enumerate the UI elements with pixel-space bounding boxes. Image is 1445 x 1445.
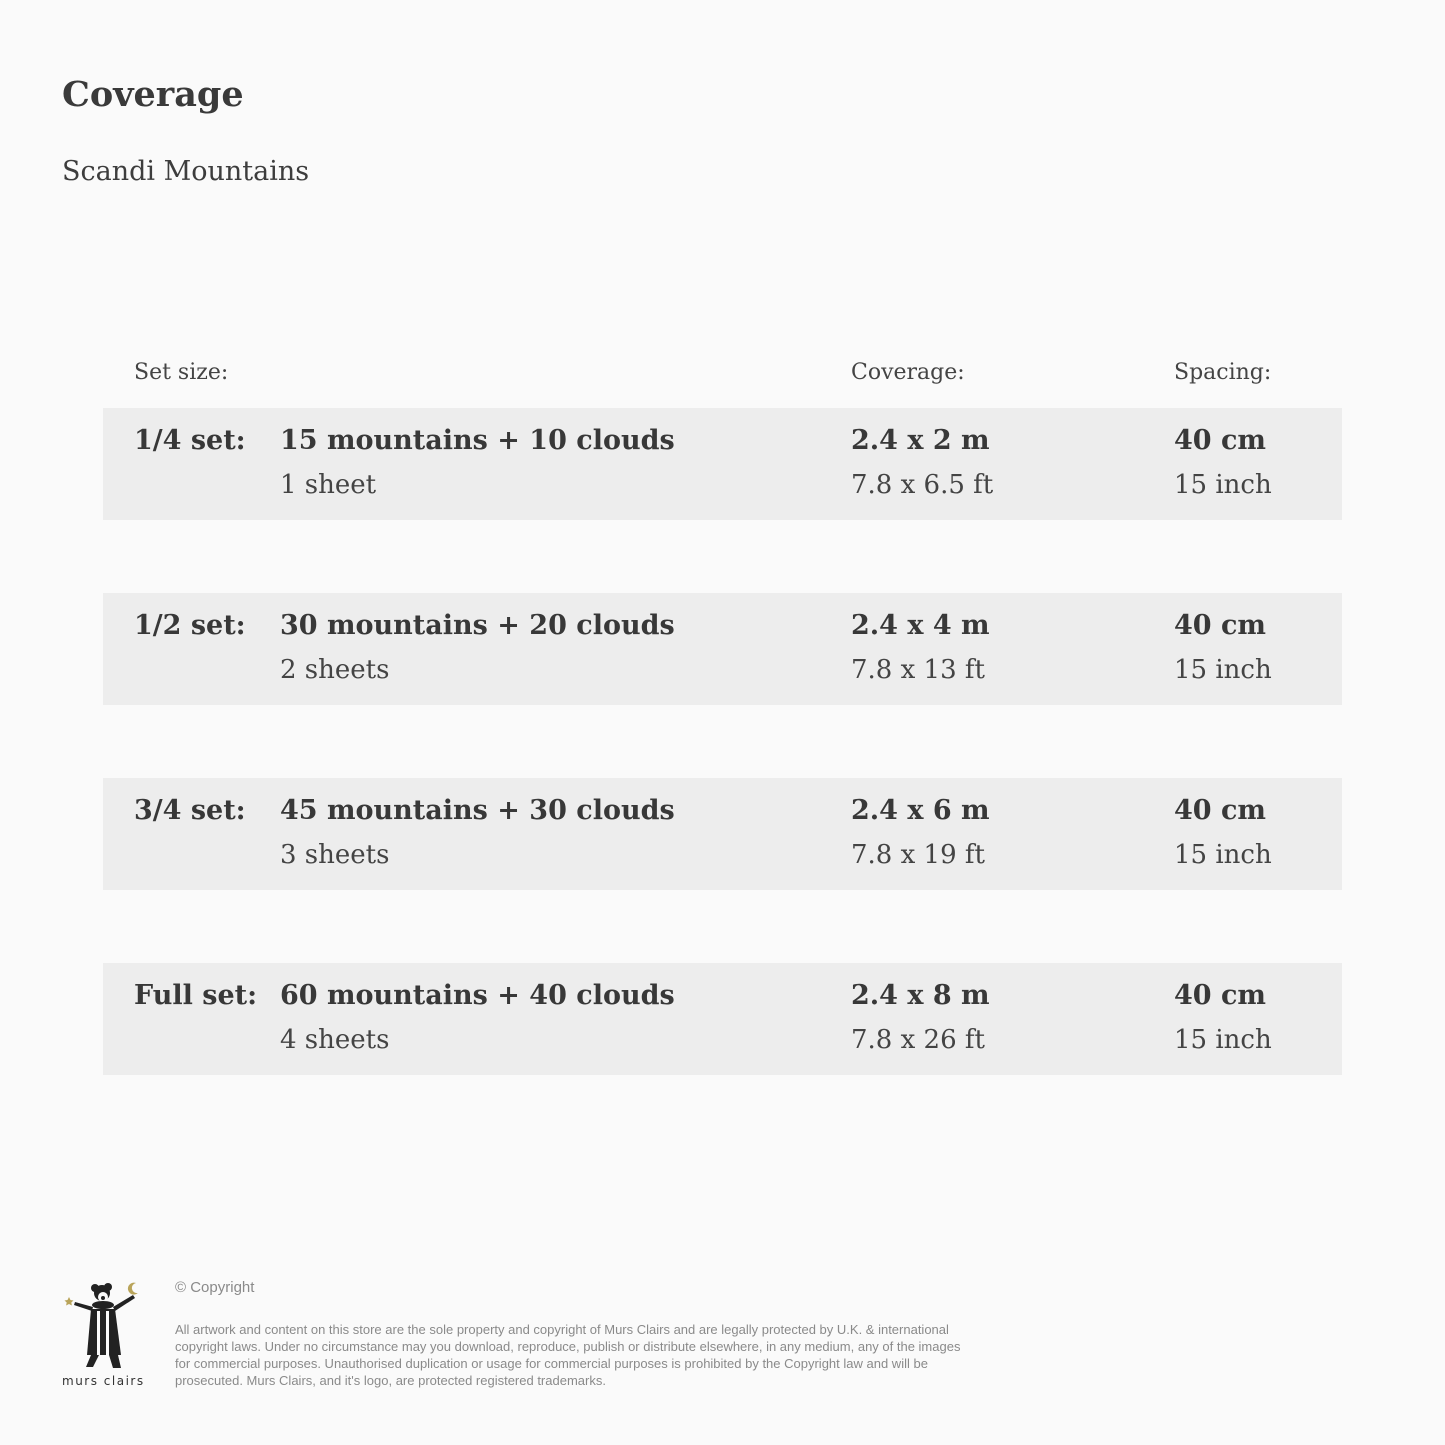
spacing-metric: 40 cm [1174, 425, 1266, 456]
harlequin-figure-icon [55, 1275, 155, 1390]
sheets-count: 4 sheets [280, 1025, 390, 1055]
spacing-metric: 40 cm [1174, 795, 1266, 826]
coverage-imperial: 7.8 x 13 ft [851, 655, 985, 685]
pieces-count: 30 mountains + 20 clouds [280, 610, 675, 641]
header-set-size: Set size: [134, 360, 229, 385]
coverage-metric: 2.4 x 4 m [851, 610, 990, 641]
spacing-imperial: 15 inch [1174, 1025, 1272, 1055]
spacing-imperial: 15 inch [1174, 470, 1272, 500]
table-row [103, 593, 1342, 705]
page-title: Coverage [62, 74, 244, 115]
set-size-label: 3/4 set: [134, 795, 246, 826]
pieces-count: 60 mountains + 40 clouds [280, 980, 675, 1011]
header-spacing: Spacing: [1174, 360, 1272, 385]
copyright-title: © Copyright [175, 1279, 255, 1296]
pieces-count: 45 mountains + 30 clouds [280, 795, 675, 826]
coverage-imperial: 7.8 x 6.5 ft [851, 470, 994, 500]
coverage-imperial: 7.8 x 26 ft [851, 1025, 985, 1055]
sheets-count: 1 sheet [280, 470, 377, 500]
spacing-metric: 40 cm [1174, 980, 1266, 1011]
copyright-text: All artwork and content on this store are the sole property and copyright of Murs Clairs and are legally protected by U.K. & international copyright laws. Under no circumstance may you download, reproduce, publish or distribute elsewhere, in any medium, any of the images for commercial purposes. Unauthorised duplication or usage for commercial purposes is prohibited by the Copyright law and will be prosecuted. Murs Clairs, and it's logo, are protected registered trademarks. [175, 1322, 961, 1388]
coverage-imperial: 7.8 x 19 ft [851, 840, 985, 870]
coverage-metric: 2.4 x 2 m [851, 425, 990, 456]
set-size-label: 1/4 set: [134, 425, 246, 456]
page-subtitle: Scandi Mountains [62, 156, 310, 187]
header-coverage: Coverage: [851, 360, 965, 385]
spacing-metric: 40 cm [1174, 610, 1266, 641]
table-row [103, 408, 1342, 520]
coverage-metric: 2.4 x 6 m [851, 795, 990, 826]
table-row [103, 963, 1342, 1075]
sheets-count: 3 sheets [280, 840, 390, 870]
table-row [103, 778, 1342, 890]
coverage-metric: 2.4 x 8 m [851, 980, 990, 1011]
set-size-label: 1/2 set: [134, 610, 246, 641]
sheets-count: 2 sheets [280, 655, 390, 685]
set-size-label: Full set: [134, 980, 258, 1011]
spacing-imperial: 15 inch [1174, 655, 1272, 685]
spacing-imperial: 15 inch [1174, 840, 1272, 870]
pieces-count: 15 mountains + 10 clouds [280, 425, 675, 456]
brand-name: murs clairs [62, 1374, 145, 1388]
